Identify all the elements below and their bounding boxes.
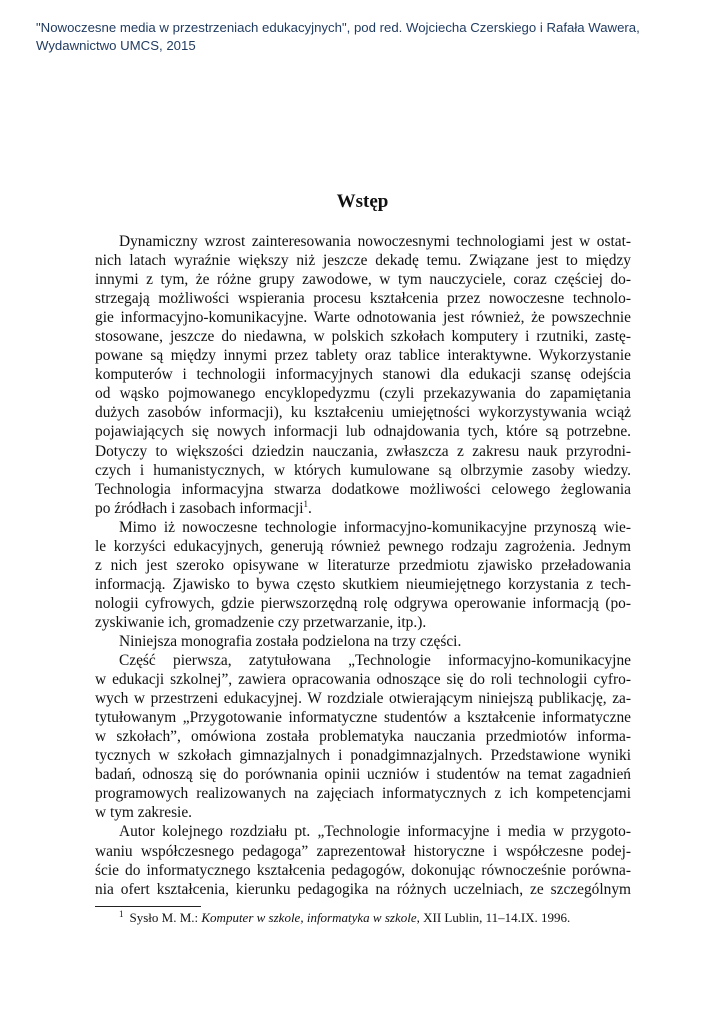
paragraph: [95, 651, 631, 822]
text-line: nia ofert kształcenia, kierunku pedagogika na różnych uczelniach, ze szczególnym: [95, 880, 631, 898]
text-line: z nich jest szeroko opisywane w literaturze przedmiotu zjawisko przeładowania: [95, 556, 631, 574]
paragraph: [95, 822, 631, 898]
text-line: stosowane, jeszcze do niedawna, w polskich szkołach komputery i rzutniki, zastę-: [95, 328, 631, 346]
text-line: Dynamiczny wzrost zainteresowania nowoczesnymi technologiami jest w ostat-: [119, 233, 631, 250]
footnote-mark: 1: [119, 908, 124, 919]
footnote-title: Komputer w szkole, informatyka w szkole: [201, 910, 417, 925]
footnote-reference[interactable]: 1: [303, 498, 309, 509]
source-header-line-1: "Nowoczesne media w przestrzeniach edukacyjnych", pod red. Wojciecha Czerskiego i Rafała Wawera,: [36, 20, 640, 35]
text-line: Mimo iż nowoczesne technologie informacyjno-komunikacyjne przynoszą wie-: [119, 518, 631, 536]
text-line: programowych realizowanych na zajęciach informatycznych z ich kompetencjami: [95, 785, 631, 803]
text-line: pojawiających się nowych informacji lub odnajdowania tych, które są potrzebne.: [95, 423, 631, 441]
text-line: waniu współczesnego pedagoga” zaprezentował historyczne i współczesne podej-: [95, 842, 631, 860]
text-line: Niniejsza monografia została podzielona na trzy części.: [119, 632, 462, 650]
footnote-author: Sysło M. M.:: [129, 910, 202, 925]
text-line: w tym zakresie.: [95, 804, 193, 822]
text-line: strzegają możliwości wspierania procesu kształcenia przez nowoczesne technolo-: [95, 290, 631, 308]
text-line: le korzyści edukacyjnych, generują również pewnego rodzaju zagrożenia. Jednym: [95, 537, 631, 555]
text-line: gie informacyjno-komunikacyjne. Warte odnotowania jest również, że powszechnie: [95, 309, 631, 327]
text-line: nich latach wyraźnie większy niż jeszcze dekadę temu. Związane jest to między: [95, 252, 631, 270]
page-title: Wstęp: [336, 191, 389, 212]
text-line: Autor kolejnego rozdziału pt. „Technologie informacyjne i media w przygoto-: [119, 823, 631, 841]
text-line: w szkołach”, omówiona została problematyka nauczania przedmiotów informa-: [95, 728, 631, 746]
text-line: w edukacji szkolnej”, zawiera opracowania odnoszące się do roli technologii cyfro-: [95, 671, 631, 689]
text-line: zyskiwanie ich, gromadzenie czy przetwarzanie, itp.).: [95, 613, 427, 631]
text-line: komputerów i technologii informacyjnych stanowi dla edukacji szansę odejścia: [95, 366, 631, 384]
text-line: nologii cyfrowych, gdzie pierwszorzędną rolę odgrywa operowanie informacją (po-: [95, 594, 631, 612]
text-line: informacją. Zjawisko to bywa często skutkiem nieumiejętnego korzystania z tech-: [95, 575, 631, 593]
footnote: [119, 909, 639, 927]
text-line: wych w przestrzeni edukacyjnej. W rozdziale otwierającym niniejszą publikację, za-: [95, 690, 631, 708]
text-line: ście do informatycznego kształcenia pedagogów, dokonując równocześnie porówna-: [95, 861, 631, 879]
paragraph: [95, 518, 631, 632]
text-line: Część pierwsza, zatytułowana „Technologie informacyjno-komunikacyjne: [119, 652, 631, 670]
source-header: [36, 19, 696, 55]
text-line: Technologia informacyjna stwarza dodatkowe możliwości celowego żeglowania: [95, 480, 631, 498]
text-line: od wąsko pojmowanego encyklopedyzmu (czyli przekazywania do zapamiętania: [95, 385, 631, 403]
body-text: [95, 232, 631, 899]
text-line: tycznych w szkołach gimnazjalnych i ponadgimnazjalnych. Przedstawione wyniki: [95, 747, 631, 765]
text-line: czych i humanistycznych, w których kumulowane są olbrzymie zasoby wiedzy.: [95, 461, 631, 479]
footnote-rest: , XII Lublin, 11–14.IX. 1996.: [416, 910, 571, 925]
source-header-line-2: Wydawnictwo UMCS, 2015: [36, 38, 196, 53]
paragraph: [95, 632, 631, 651]
text-line: innymi z tym, że różne grupy zawodowe, w tym nauczyciele, coraz częściej do-: [95, 271, 631, 289]
text-line: po źródłach i zasobach informacji$^1$.: [95, 498, 312, 517]
text-line: tytułowanym „Przygotowanie informatyczne studentów a kształcenie informatyczne: [95, 709, 631, 727]
footnote-divider: [95, 906, 201, 907]
paragraph: [95, 232, 631, 518]
text-line: Dotyczy to większości dziedzin nauczania, zwłaszcza z zakresu nauk przyrodni-: [95, 442, 631, 460]
text-line: powane są między innymi przez tablety oraz tablice interaktywne. Wykorzystanie: [95, 347, 631, 365]
text-line: badań, odnoszą się do porównania opinii uczniów i studentów na temat zagadnień: [95, 766, 631, 784]
text-line: dużych zasobów informacji), ku kształceniu umiejętności wykorzystywania wciąż: [95, 404, 631, 422]
